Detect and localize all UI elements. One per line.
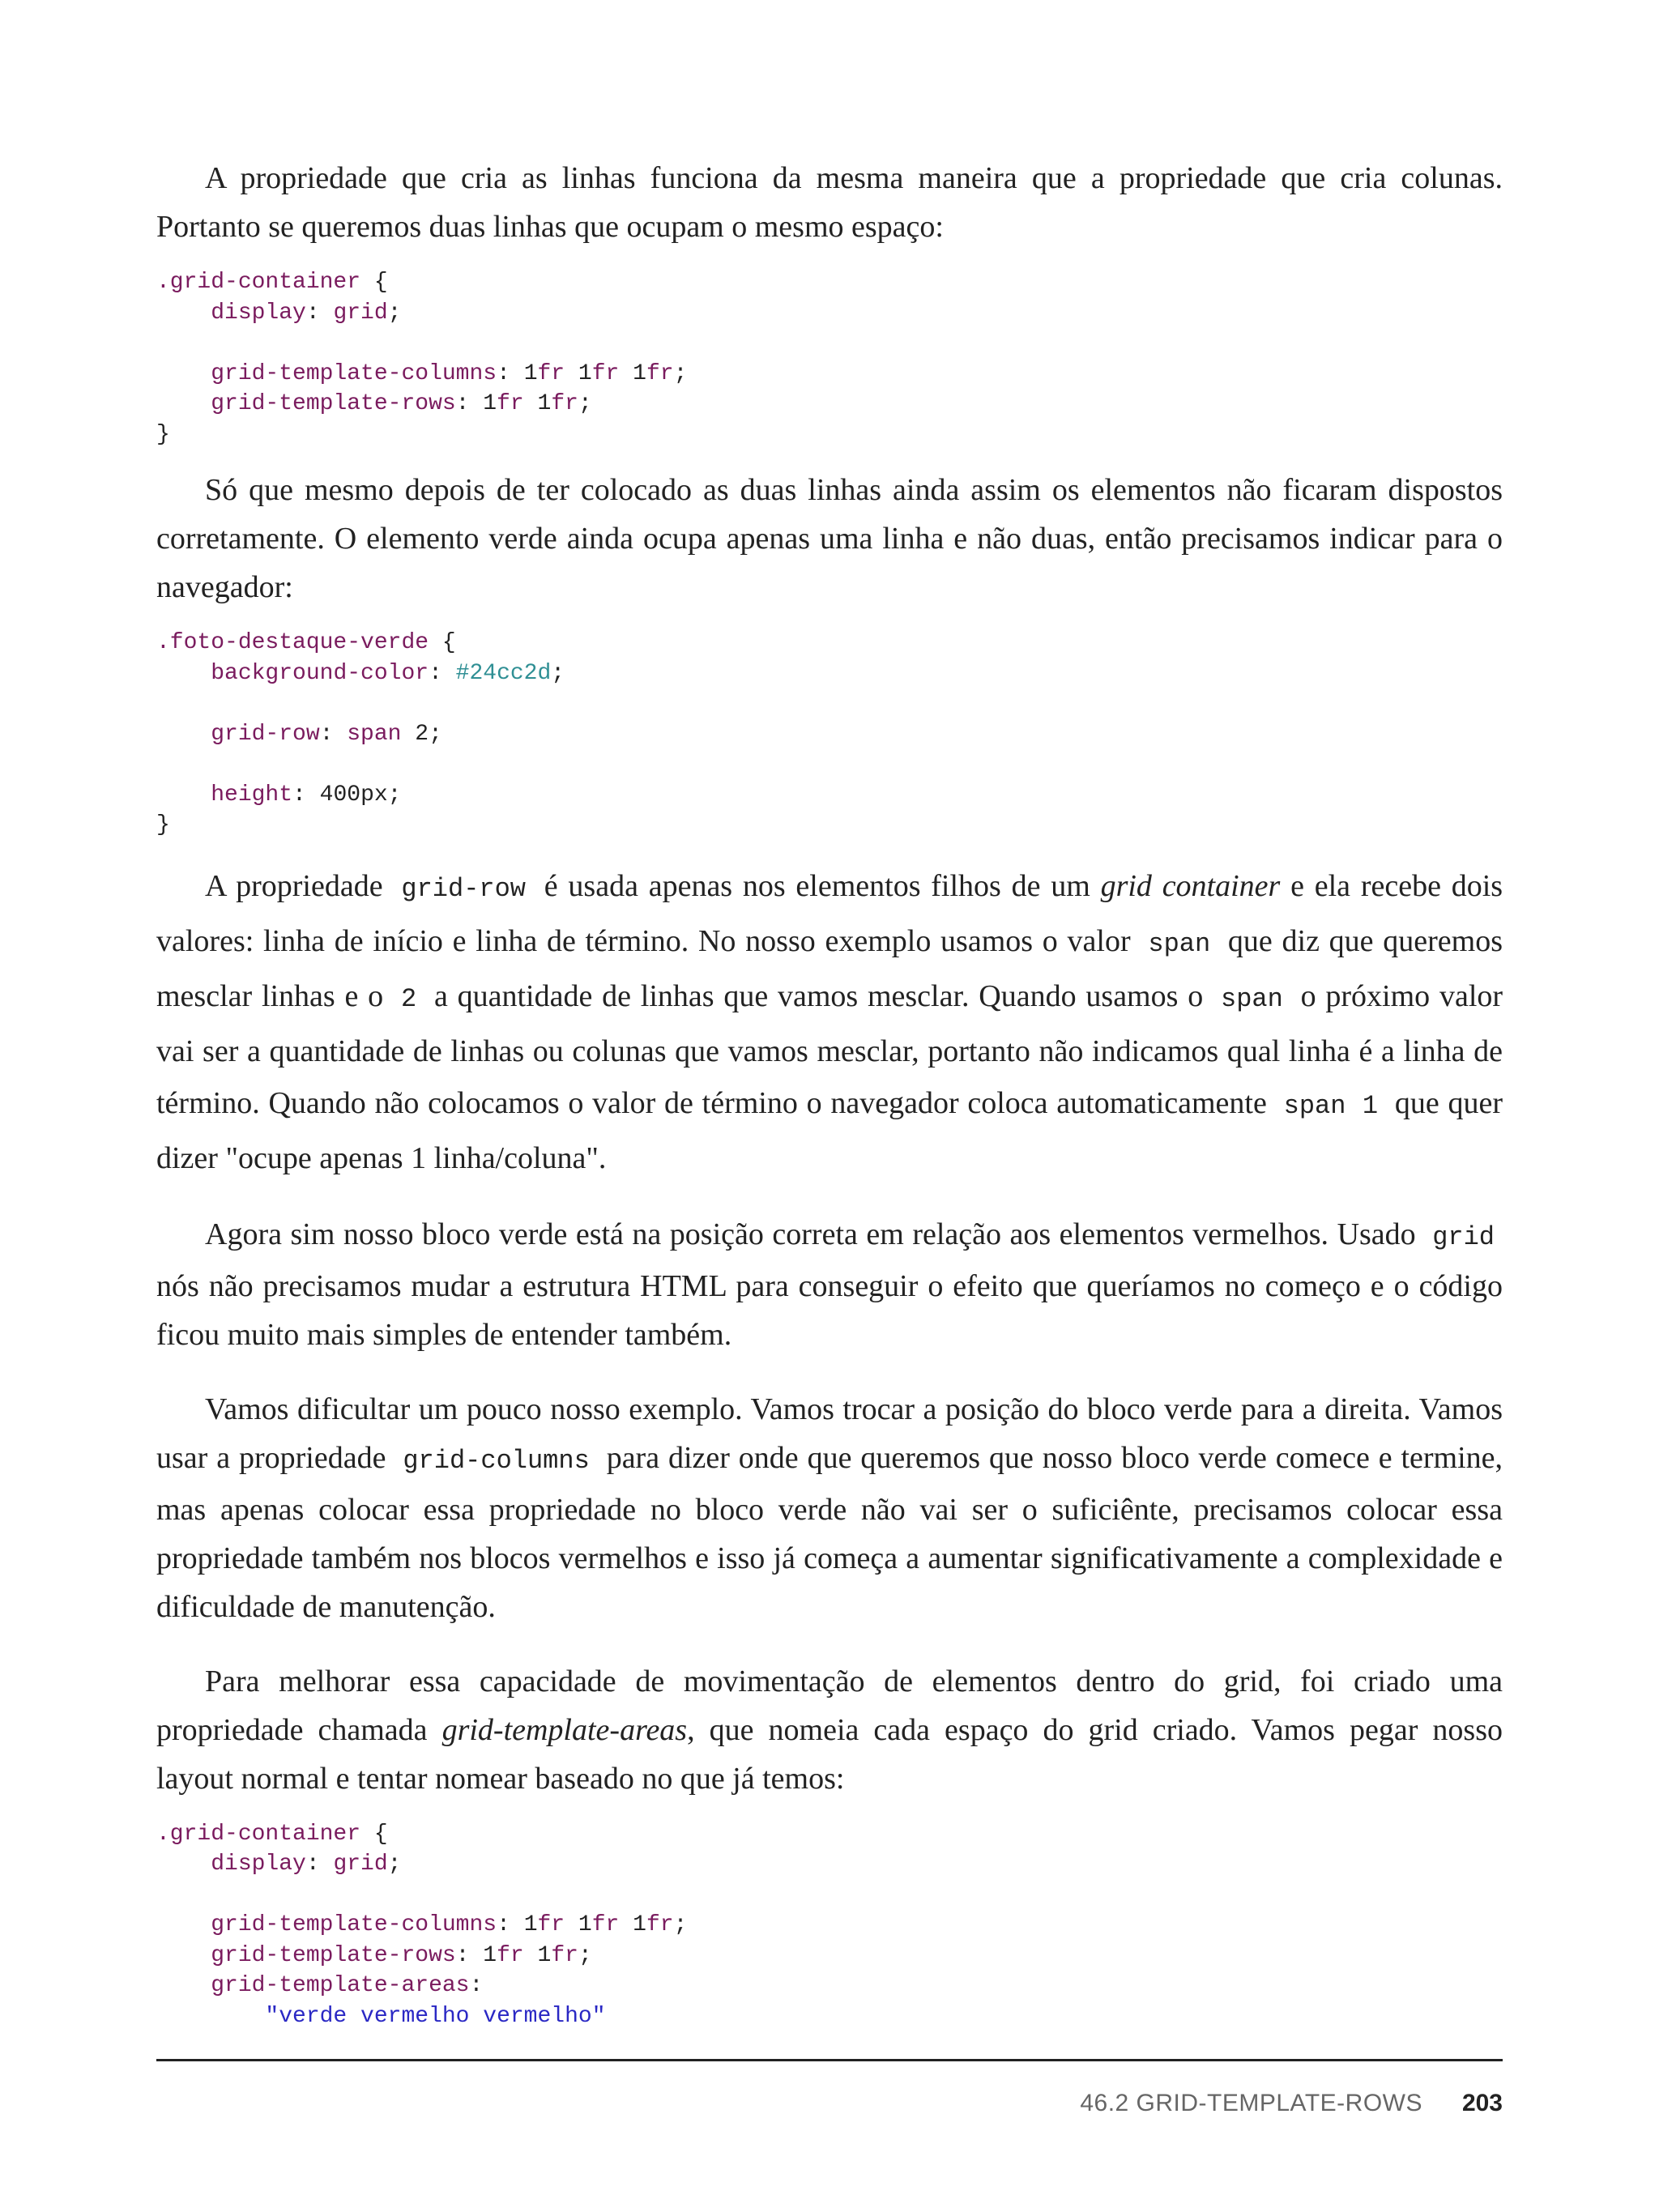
code-property: grid-row [211, 721, 320, 747]
code-string: "verde vermelho vermelho" [265, 2003, 606, 2029]
text-run: a quantidade de linhas que vamos mesclar. Quando usamos o [433, 978, 1204, 1013]
code-property: grid-template-columns [211, 1912, 497, 1937]
paragraph [156, 1657, 1503, 1803]
code-property: display [211, 1852, 306, 1877]
code-unit: fr [537, 1912, 565, 1937]
text-run: e ela recebe dois valores: linha de início e linha de término. No nosso exemplo usamos o valor [156, 868, 1503, 958]
text-run: para dizer onde que queremos que nosso bloco verde comece e termine, mas apenas colocar essa propriedade no bloco verde não vai ser o suficiênte, precisamos colocar essa propriedade também nos blocos vermelhos e isso já começa a aumentar significativamente a complexidade e dificuldade de manutenção. [156, 1440, 1503, 1624]
code-property: grid-template-rows [211, 391, 456, 416]
text-run: é usada apenas nos elementos filhos de um [544, 868, 1090, 903]
code-unit: fr [551, 1942, 578, 1968]
code-value: grid [333, 1852, 388, 1877]
inline-code: grid [1432, 1221, 1495, 1252]
code-number: 1 [578, 360, 592, 386]
code-selector: .foto-destaque-verde [156, 630, 429, 655]
code-unit: fr [551, 391, 578, 416]
code-block: .grid-container { display: grid; grid-template-columns: 1fr 1fr 1fr; grid-template-rows: 1fr 1fr; } [156, 270, 688, 447]
code-hex-value: #24cc2d [455, 660, 552, 686]
code-number: 1 [633, 1912, 646, 1937]
text-run: A propriedade [205, 868, 383, 903]
emphasis: grid-template-areas [441, 1712, 688, 1747]
code-property: height [211, 782, 293, 808]
page-content [156, 154, 1503, 2031]
code-unit: fr [537, 360, 565, 386]
inline-code: grid-row [401, 873, 526, 904]
code-unit: fr [497, 391, 524, 416]
code-number: 1 [537, 1942, 552, 1968]
code-number: 1 [523, 1912, 538, 1937]
code-number: 1 [523, 360, 538, 386]
code-value: grid [333, 300, 388, 326]
paragraph [156, 860, 1503, 1184]
running-footer-section: 46.2 GRID-TEMPLATE-ROWS [1080, 2090, 1422, 2116]
footer-divider [156, 2059, 1503, 2061]
code-property: background-color [211, 660, 429, 686]
code-unit: fr [646, 1912, 674, 1937]
code-property: display [211, 300, 306, 326]
code-property: grid-template-areas [211, 1973, 470, 1998]
text-run: o próximo valor vai ser a quantidade de linhas ou colunas que vamos mesclar, portanto não indicamos qual linha é a linha de término. Quando não colocamos o valor de término o navegador coloca automaticamente [156, 978, 1503, 1120]
code-property: grid-template-columns [211, 360, 497, 386]
code-number: 1 [483, 391, 497, 416]
code-number: 1 [633, 360, 646, 386]
code-unit: fr [591, 360, 620, 386]
code-number: 1 [537, 391, 552, 416]
code-selector: .grid-container [156, 270, 361, 295]
paragraph [156, 1210, 1503, 1359]
inline-code: span [1148, 928, 1211, 959]
code-unit: fr [497, 1942, 524, 1968]
code-value: 400px [319, 782, 388, 808]
text-run: Agora sim nosso bloco verde está na posição correta em relação aos elementos vermelhos. Usado [205, 1217, 1416, 1251]
code-unit: fr [591, 1912, 620, 1937]
emphasis: grid container [1100, 868, 1281, 903]
inline-code: grid-columns [403, 1445, 590, 1476]
paragraph: A propriedade que cria as linhas funciona da mesma maneira que a propriedade que cria colunas. Portanto se queremos duas linhas que ocupam o mesmo espaço: [156, 161, 1503, 244]
paragraph: Só que mesmo depois de ter colocado as duas linhas ainda assim os elementos não ficaram dispostos corretamente. O elemento verde ainda ocupa apenas uma linha e não duas, então precisamos indicar para o navegador: [156, 473, 1503, 604]
code-selector: .grid-container [156, 1821, 361, 1847]
code-block: .foto-destaque-verde { background-color: #24cc2d; grid-row: span 2; height: 400px; } [156, 630, 565, 837]
text-run: nós não precisamos mudar a estrutura HTML para conseguir o efeito que queríamos no começo e o código ficou muito mais simples de entender também. [156, 1268, 1503, 1352]
code-number: 2 [415, 721, 429, 747]
text-run: que diz que queremos mesclar linhas e o [156, 923, 1503, 1013]
inline-code: span [1221, 983, 1283, 1014]
inline-code: span 1 [1283, 1090, 1379, 1121]
text-run: Vamos dificultar um pouco nosso exemplo. Vamos trocar a posição do bloco verde para a direita. Vamos usar a propriedade [156, 1392, 1503, 1475]
code-property: grid-template-rows [211, 1942, 456, 1968]
code-unit: fr [646, 360, 674, 386]
code-value: span [347, 721, 402, 747]
text-run: , que nomeia cada espaço do grid criado. Vamos pegar nosso layout normal e tentar nomear baseado no que já temos: [156, 1712, 1503, 1796]
code-number: 1 [578, 1912, 592, 1937]
code-block: .grid-container { display: grid; grid-template-columns: 1fr 1fr 1fr; grid-template-rows: 1fr 1fr; grid-template-areas: "verde vermelho vermelho" [156, 1821, 688, 2029]
text-run: Para melhorar essa capacidade de movimentação de elementos dentro do grid, foi criado uma propriedade chamada [156, 1664, 1503, 1747]
inline-code: 2 [400, 983, 417, 1014]
page-number: 203 [1461, 2090, 1503, 2116]
paragraph [156, 1385, 1503, 1631]
code-number: 1 [483, 1942, 497, 1968]
text-run: que quer dizer "ocupe apenas 1 linha/coluna". [156, 1085, 1503, 1175]
